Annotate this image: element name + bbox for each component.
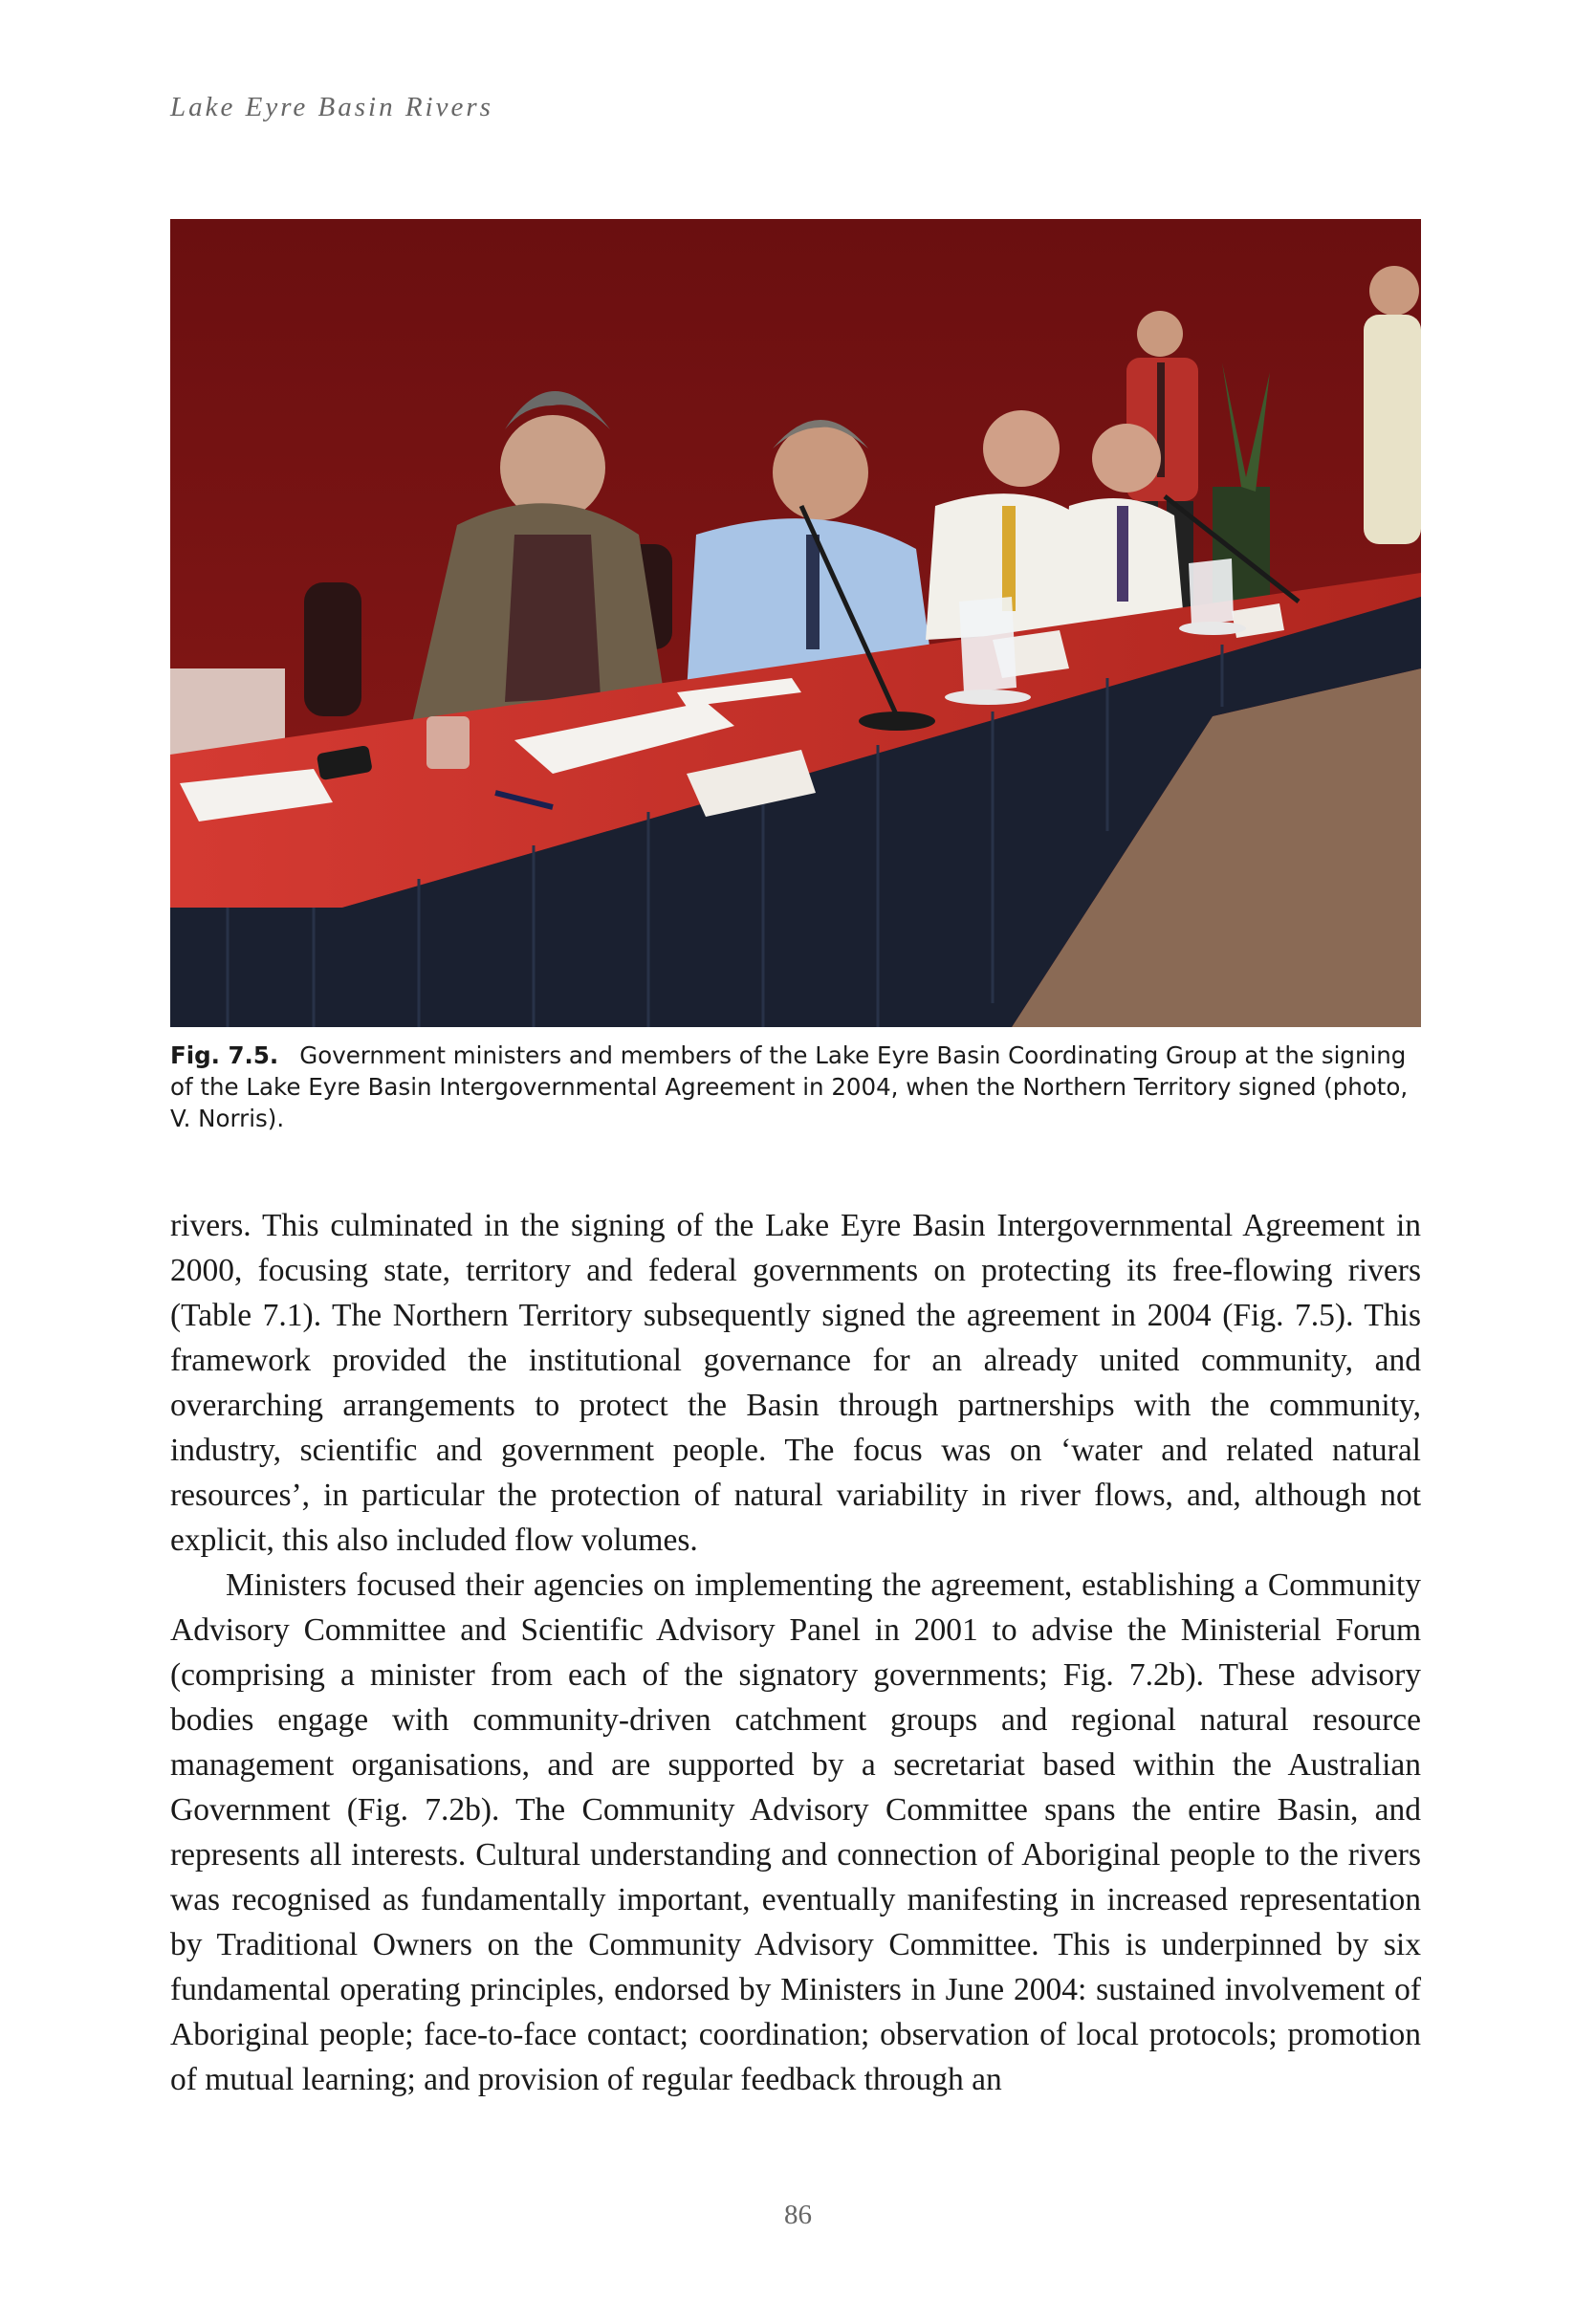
page-number: 86: [784, 2200, 812, 2230]
figure-caption: [170, 1040, 1423, 1134]
paragraph: rivers. This culminated in the signing of the Lake Eyre Basin Intergovernmental Agreement in 2000, focusing state, territory and federal governments on protecting its free-flowing rivers (Table 7.1). The Northern Territory subsequently signed the agreement in 2004 (Fig. 7.5). This framework provided the institutional governance for an already united community, and overarching arrangements to protect the Basin through partnerships with the community, industry, scientific and government people. The focus was on ‘water and related natural resources’, in particular the protection of natural variability in river flows, and, although not explicit, this also included flow volumes.: [170, 1208, 1421, 1558]
body-text: [170, 1203, 1421, 2102]
figure-caption-text: Government ministers and members of the Lake Eyre Basin Coordinating Group at the signing of the Lake Eyre Basin Intergovernmental Agreement in 2004, when the Northern Territory signed (photo, V. Norris).: [170, 1041, 1409, 1132]
running-head: Lake Eyre Basin Rivers: [170, 92, 493, 122]
signing-ceremony-photo: [170, 219, 1421, 1027]
paragraph: Ministers focused their agencies on implementing the agreement, establishing a Community Advisory Committee and Scientific Advisory Panel in 2001 to advise the Ministerial Forum (comprising a minister from each of the signatory governments; Fig. 7.2b). These advisory bodies engage with community-driven catchment groups and regional natural resource management organisations, and are supported by a secretariat based within the Australian Government (Fig. 7.2b). The Community Advisory Committee spans the entire Basin, and represents all interests. Cultural understanding and connection of Aboriginal people to the rivers was recognised as fundamentally important, eventually manifesting in increased representation by Traditional Owners on the Community Advisory Committee. This is underpinned by six fundamental operating principles, endorsed by Ministers in June 2004: sustained involvement of Aboriginal people; face-to-face contact; coordination; observation of local protocols; promotion of mutual learning; and provision of regular feedback through an: [170, 1567, 1421, 2097]
figure-photo: [170, 219, 1421, 1027]
figure-label: Fig. 7.5.: [170, 1041, 279, 1069]
